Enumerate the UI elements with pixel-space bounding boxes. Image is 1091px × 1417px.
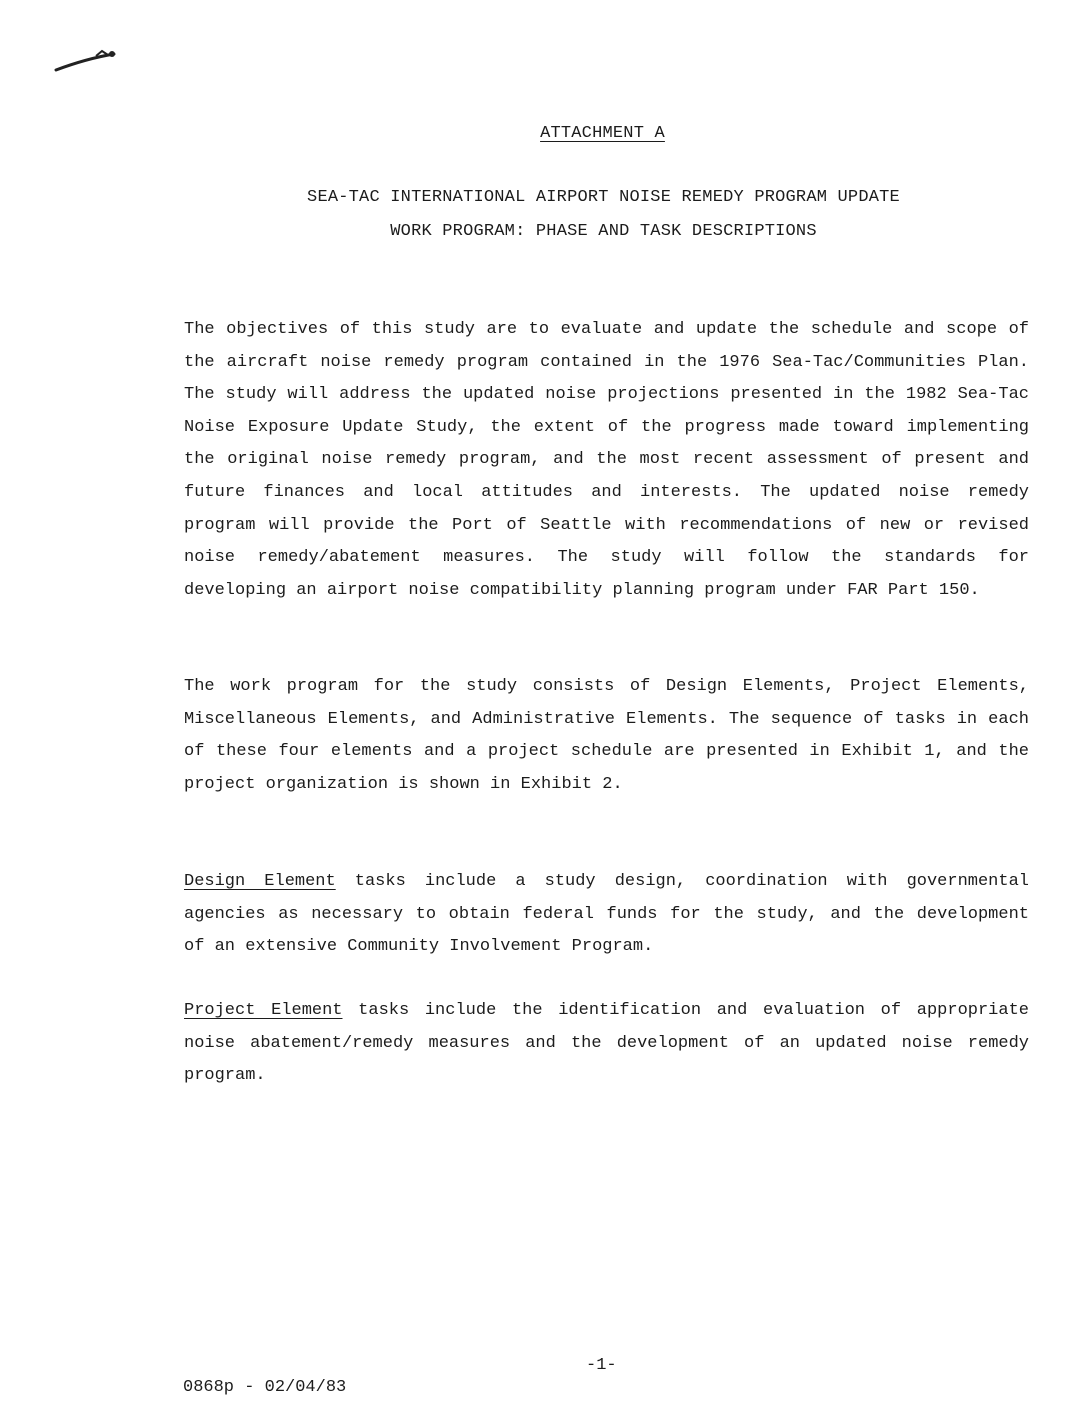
document-id-date: 0868p - 02/04/83 [183,1378,347,1397]
design-element-paragraph [184,866,1029,964]
attachment-heading [57,124,1091,143]
attachment-label: ATTACHMENT A [540,124,665,143]
page-number: -1- [586,1356,617,1375]
design-element-heading: Design Element [184,872,336,891]
paragraph-text: tasks include a study design, coordination with governmental agencies as necessary to obtain federal funds for the study, and the development of an extensive Community Involvement Program. [184,872,1029,957]
paragraph-text: The work program for the study consists of Design Elements, Project Elements, Miscellaneous Elements, and Administrative Elements. The sequence of tasks in each of these four elements and a project schedule are presented in Exhibit 1, and the project organization is shown in Exhibit 2. [184,677,1029,794]
work-program-paragraph [184,671,1029,801]
project-element-paragraph [184,995,1029,1093]
document-title-line-1: SEA-TAC INTERNATIONAL AIRPORT NOISE REMEDY PROGRAM UPDATE [307,188,900,207]
objectives-paragraph [184,314,1029,607]
paragraph-text: tasks include the identification and evaluation of appropriate noise abatement/remedy measures and the development of an updated noise remedy program. [184,1001,1029,1086]
project-element-heading: Project Element [184,1001,343,1020]
document-title-line-2: WORK PROGRAM: PHASE AND TASK DESCRIPTIONS [390,222,817,241]
pen-mark-icon [52,42,122,78]
paragraph-text: The objectives of this study are to evaluate and update the schedule and scope of the aircraft noise remedy program contained in the 1976 Sea-Tac/Communities Plan. The study will address the updated noise projections presented in the 1982 Sea-Tac Noise Exposure Update Study, the extent of the progress made toward implementing the original noise remedy program, and the most recent assessment of present and future finances and local attitudes and interests. The updated noise remedy program will provide the Port of Seattle with recommendations of new or revised noise remedy/abatement measures. The study will follow the standards for developing an airport noise compatibility planning program under FAR Part 150. [184,320,1029,600]
